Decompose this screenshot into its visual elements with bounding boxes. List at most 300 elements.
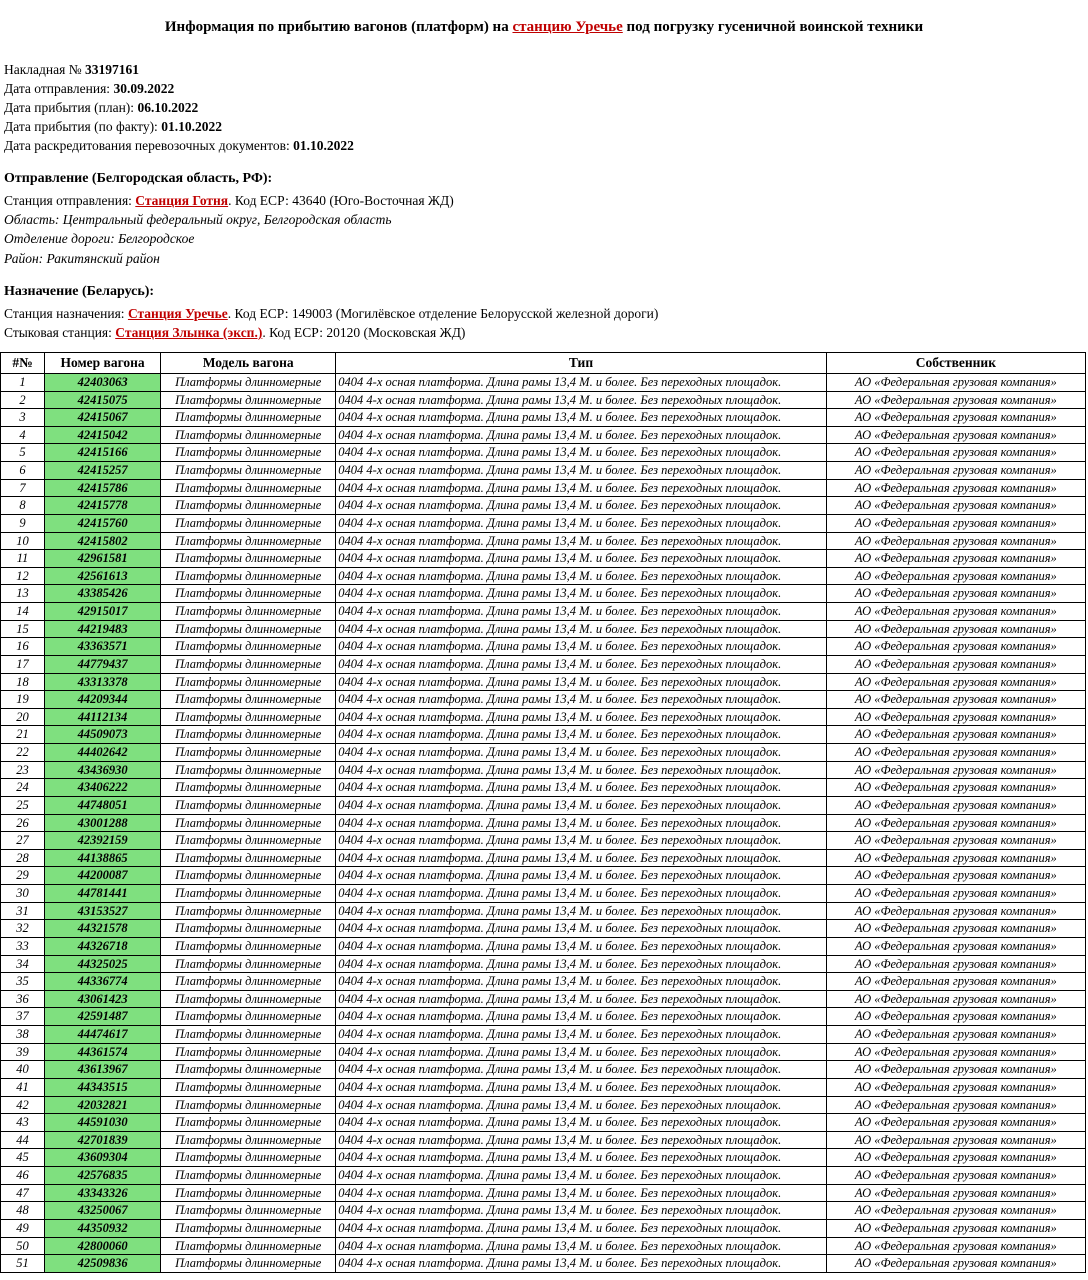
table-row bbox=[1, 373, 1086, 391]
cell-wagon-model: Платформы длинномерные bbox=[161, 550, 336, 568]
wagons-table-body bbox=[1, 373, 1086, 1272]
table-row bbox=[1, 1149, 1086, 1167]
junction-station-link[interactable]: Станция Злынка (эксп.) bbox=[115, 324, 263, 340]
table-row bbox=[1, 550, 1086, 568]
cell-index: 24 bbox=[1, 779, 45, 797]
table-row bbox=[1, 726, 1086, 744]
cell-wagon-type: 0404 4-х осная платформа. Длина рамы 13,4 М. и более. Без переходных площадок. bbox=[336, 620, 826, 638]
cell-owner: АО «Федеральная грузовая компания» bbox=[826, 373, 1085, 391]
cell-owner: АО «Федеральная грузовая компания» bbox=[826, 708, 1085, 726]
table-row bbox=[1, 990, 1086, 1008]
cell-wagon-type: 0404 4-х осная платформа. Длина рамы 13,4 М. и более. Без переходных площадок. bbox=[336, 1167, 826, 1185]
cell-index: 38 bbox=[1, 1026, 45, 1044]
cell-owner: АО «Федеральная грузовая компания» bbox=[826, 462, 1085, 480]
table-row bbox=[1, 585, 1086, 603]
cell-wagon-number: 42915017 bbox=[45, 603, 161, 621]
cell-wagon-model: Платформы длинномерные bbox=[161, 955, 336, 973]
cell-index: 29 bbox=[1, 867, 45, 885]
table-row bbox=[1, 691, 1086, 709]
column-header-owner: Собственник bbox=[826, 352, 1085, 373]
cell-wagon-number: 42701839 bbox=[45, 1131, 161, 1149]
cell-wagon-model: Платформы длинномерные bbox=[161, 409, 336, 427]
column-header-type: Тип bbox=[336, 352, 826, 373]
cell-wagon-model: Платформы длинномерные bbox=[161, 937, 336, 955]
table-row bbox=[1, 462, 1086, 480]
cell-wagon-model: Платформы длинномерные bbox=[161, 849, 336, 867]
table-row bbox=[1, 1026, 1086, 1044]
cell-wagon-number: 44779437 bbox=[45, 655, 161, 673]
cell-owner: АО «Федеральная грузовая компания» bbox=[826, 1219, 1085, 1237]
cell-index: 30 bbox=[1, 885, 45, 903]
invoice-number-value: 33197161 bbox=[84, 61, 139, 77]
cell-owner: АО «Федеральная грузовая компания» bbox=[826, 409, 1085, 427]
cell-wagon-number: 44350932 bbox=[45, 1219, 161, 1237]
cell-wagon-model: Платформы длинномерные bbox=[161, 1219, 336, 1237]
cell-index: 39 bbox=[1, 1043, 45, 1061]
cell-wagon-number: 43363571 bbox=[45, 638, 161, 656]
cell-wagon-number: 42561613 bbox=[45, 567, 161, 585]
table-row bbox=[1, 814, 1086, 832]
table-row bbox=[1, 1043, 1086, 1061]
table-row bbox=[1, 603, 1086, 621]
cell-wagon-model: Платформы длинномерные bbox=[161, 532, 336, 550]
cell-index: 45 bbox=[1, 1149, 45, 1167]
cell-wagon-type: 0404 4-х осная платформа. Длина рамы 13,4 М. и более. Без переходных площадок. bbox=[336, 1149, 826, 1167]
cell-wagon-type: 0404 4-х осная платформа. Длина рамы 13,4 М. и более. Без переходных площадок. bbox=[336, 426, 826, 444]
cell-index: 10 bbox=[1, 532, 45, 550]
cell-owner: АО «Федеральная грузовая компания» bbox=[826, 1131, 1085, 1149]
cell-index: 5 bbox=[1, 444, 45, 462]
cell-index: 12 bbox=[1, 567, 45, 585]
cell-wagon-type: 0404 4-х осная платформа. Длина рамы 13,4 М. и более. Без переходных площадок. bbox=[336, 585, 826, 603]
departure-district-row: Район: Ракитянский район bbox=[4, 250, 160, 266]
cell-index: 20 bbox=[1, 708, 45, 726]
cell-wagon-type: 0404 4-х осная платформа. Длина рамы 13,4 М. и более. Без переходных площадок. bbox=[336, 1026, 826, 1044]
table-row bbox=[1, 1061, 1086, 1079]
cell-owner: АО «Федеральная грузовая компания» bbox=[826, 1008, 1085, 1026]
cell-wagon-model: Платформы длинномерные bbox=[161, 638, 336, 656]
table-row bbox=[1, 1184, 1086, 1202]
cell-wagon-number: 43250067 bbox=[45, 1202, 161, 1220]
cell-wagon-number: 43313378 bbox=[45, 673, 161, 691]
cell-wagon-type: 0404 4-х осная платформа. Длина рамы 13,4 М. и более. Без переходных площадок. bbox=[336, 1219, 826, 1237]
cell-wagon-number: 44200087 bbox=[45, 867, 161, 885]
cell-wagon-model: Платформы длинномерные bbox=[161, 426, 336, 444]
cell-wagon-model: Платформы длинномерные bbox=[161, 444, 336, 462]
cell-index: 27 bbox=[1, 832, 45, 850]
cell-wagon-model: Платформы длинномерные bbox=[161, 373, 336, 391]
departure-branch-row: Отделение дороги: Белгородское bbox=[4, 231, 195, 247]
cell-wagon-type: 0404 4-х осная платформа. Длина рамы 13,4 М. и более. Без переходных площадок. bbox=[336, 655, 826, 673]
cell-owner: АО «Федеральная грузовая компания» bbox=[826, 973, 1085, 991]
cell-wagon-number: 44138865 bbox=[45, 849, 161, 867]
cell-wagon-model: Платформы длинномерные bbox=[161, 1237, 336, 1255]
page-title-after: под погрузку гусеничной воинской техники bbox=[622, 19, 924, 35]
cell-index: 28 bbox=[1, 849, 45, 867]
cell-wagon-type: 0404 4-х осная платформа. Длина рамы 13,4 М. и более. Без переходных площадок. bbox=[336, 796, 826, 814]
cell-wagon-type: 0404 4-х осная платформа. Длина рамы 13,4 М. и более. Без переходных площадок. bbox=[336, 920, 826, 938]
departure-date-row bbox=[4, 79, 1088, 98]
cell-owner: АО «Федеральная грузовая компания» bbox=[826, 849, 1085, 867]
cell-owner: АО «Федеральная грузовая компания» bbox=[826, 955, 1085, 973]
table-row bbox=[1, 426, 1086, 444]
cell-index: 50 bbox=[1, 1237, 45, 1255]
cell-wagon-type: 0404 4-х осная платформа. Длина рамы 13,4 М. и более. Без переходных площадок. bbox=[336, 1131, 826, 1149]
cell-wagon-type: 0404 4-х осная платформа. Длина рамы 13,4 М. и более. Без переходных площадок. bbox=[336, 761, 826, 779]
cell-wagon-number: 44474617 bbox=[45, 1026, 161, 1044]
cell-wagon-number: 43613967 bbox=[45, 1061, 161, 1079]
cell-index: 41 bbox=[1, 1078, 45, 1096]
destination-station-row bbox=[4, 304, 1088, 323]
cell-wagon-type: 0404 4-х осная платформа. Длина рамы 13,4 М. и более. Без переходных площадок. bbox=[336, 867, 826, 885]
table-row bbox=[1, 1078, 1086, 1096]
cell-owner: АО «Федеральная грузовая компания» bbox=[826, 761, 1085, 779]
cell-wagon-type: 0404 4-х осная платформа. Длина рамы 13,4 М. и более. Без переходных площадок. bbox=[336, 814, 826, 832]
cell-wagon-number: 42576835 bbox=[45, 1167, 161, 1185]
cell-index: 21 bbox=[1, 726, 45, 744]
cell-wagon-number: 43406222 bbox=[45, 779, 161, 797]
cell-wagon-type: 0404 4-х осная платформа. Длина рамы 13,4 М. и более. Без переходных площадок. bbox=[336, 832, 826, 850]
departure-region-row: Область: Центральный федеральный округ, Белгородская область bbox=[4, 212, 392, 228]
cell-wagon-number: 44343515 bbox=[45, 1078, 161, 1096]
page-title bbox=[0, 0, 1088, 52]
table-header-row bbox=[1, 352, 1086, 373]
cell-wagon-model: Платформы длинномерные bbox=[161, 603, 336, 621]
cell-wagon-type: 0404 4-х осная платформа. Длина рамы 13,4 М. и более. Без переходных площадок. bbox=[336, 1096, 826, 1114]
cell-index: 8 bbox=[1, 497, 45, 515]
cell-wagon-model: Платформы длинномерные bbox=[161, 479, 336, 497]
cell-owner: АО «Федеральная грузовая компания» bbox=[826, 1149, 1085, 1167]
cell-wagon-model: Платформы длинномерные bbox=[161, 796, 336, 814]
cell-wagon-model: Платформы длинномерные bbox=[161, 885, 336, 903]
cell-wagon-number: 43001288 bbox=[45, 814, 161, 832]
cell-wagon-model: Платформы длинномерные bbox=[161, 1061, 336, 1079]
cell-wagon-number: 42415760 bbox=[45, 514, 161, 532]
departure-station-label: Станция отправления: bbox=[4, 193, 136, 209]
cell-wagon-model: Платформы длинномерные bbox=[161, 1184, 336, 1202]
cell-wagon-number: 44325025 bbox=[45, 955, 161, 973]
cell-wagon-type: 0404 4-х осная платформа. Длина рамы 13,4 М. и более. Без переходных площадок. bbox=[336, 444, 826, 462]
table-row bbox=[1, 849, 1086, 867]
arrival-fact-value: 01.10.2022 bbox=[161, 118, 222, 134]
cell-wagon-model: Платформы длинномерные bbox=[161, 391, 336, 409]
table-row bbox=[1, 779, 1086, 797]
cell-owner: АО «Федеральная грузовая компания» bbox=[826, 1043, 1085, 1061]
cell-wagon-type: 0404 4-х осная платформа. Длина рамы 13,4 М. и более. Без переходных площадок. bbox=[336, 885, 826, 903]
table-row bbox=[1, 937, 1086, 955]
cell-owner: АО «Федеральная грузовая компания» bbox=[826, 514, 1085, 532]
cell-index: 22 bbox=[1, 744, 45, 762]
cell-owner: АО «Федеральная грузовая компания» bbox=[826, 567, 1085, 585]
cell-owner: АО «Федеральная грузовая компания» bbox=[826, 1237, 1085, 1255]
cell-wagon-type: 0404 4-х осная платформа. Длина рамы 13,4 М. и более. Без переходных площадок. bbox=[336, 744, 826, 762]
table-row bbox=[1, 444, 1086, 462]
cell-wagon-number: 42800060 bbox=[45, 1237, 161, 1255]
cell-index: 3 bbox=[1, 409, 45, 427]
invoice-meta-block bbox=[0, 52, 1088, 342]
docs-release-date-row bbox=[4, 136, 1088, 155]
table-row bbox=[1, 497, 1086, 515]
cell-index: 32 bbox=[1, 920, 45, 938]
cell-wagon-type: 0404 4-х осная платформа. Длина рамы 13,4 М. и более. Без переходных площадок. bbox=[336, 1237, 826, 1255]
table-row bbox=[1, 744, 1086, 762]
cell-index: 46 bbox=[1, 1167, 45, 1185]
cell-owner: АО «Федеральная грузовая компания» bbox=[826, 832, 1085, 850]
table-row bbox=[1, 902, 1086, 920]
cell-wagon-type: 0404 4-х осная платформа. Длина рамы 13,4 М. и более. Без переходных площадок. bbox=[336, 1008, 826, 1026]
cell-wagon-number: 42415075 bbox=[45, 391, 161, 409]
cell-wagon-number: 42403063 bbox=[45, 373, 161, 391]
cell-owner: АО «Федеральная грузовая компания» bbox=[826, 479, 1085, 497]
table-row bbox=[1, 1255, 1086, 1273]
cell-wagon-number: 43436930 bbox=[45, 761, 161, 779]
cell-owner: АО «Федеральная грузовая компания» bbox=[826, 655, 1085, 673]
departure-date-value: 30.09.2022 bbox=[113, 80, 175, 96]
destination-station-label: Станция назначения: bbox=[4, 305, 128, 321]
cell-owner: АО «Федеральная грузовая компания» bbox=[826, 779, 1085, 797]
arrival-plan-value: 06.10.2022 bbox=[137, 99, 199, 115]
cell-owner: АО «Федеральная грузовая компания» bbox=[826, 1061, 1085, 1079]
cell-wagon-model: Платформы длинномерные bbox=[161, 1026, 336, 1044]
cell-wagon-type: 0404 4-х осная платформа. Длина рамы 13,4 М. и более. Без переходных площадок. bbox=[336, 990, 826, 1008]
cell-owner: АО «Федеральная грузовая компания» bbox=[826, 1167, 1085, 1185]
column-header-model: Модель вагона bbox=[161, 352, 336, 373]
cell-wagon-model: Платформы длинномерные bbox=[161, 990, 336, 1008]
cell-wagon-number: 42415778 bbox=[45, 497, 161, 515]
junction-station-row bbox=[4, 323, 1088, 342]
table-row bbox=[1, 391, 1086, 409]
cell-index: 36 bbox=[1, 990, 45, 1008]
cell-wagon-number: 44336774 bbox=[45, 973, 161, 991]
cell-wagon-model: Платформы длинномерные bbox=[161, 1008, 336, 1026]
cell-index: 4 bbox=[1, 426, 45, 444]
cell-wagon-number: 44748051 bbox=[45, 796, 161, 814]
table-row bbox=[1, 409, 1086, 427]
cell-wagon-model: Платформы длинномерные bbox=[161, 462, 336, 480]
cell-index: 31 bbox=[1, 902, 45, 920]
wagons-table bbox=[0, 352, 1086, 1273]
cell-index: 40 bbox=[1, 1061, 45, 1079]
cell-wagon-model: Платформы длинномерные bbox=[161, 1096, 336, 1114]
cell-wagon-model: Платформы длинномерные bbox=[161, 497, 336, 515]
cell-wagon-number: 43385426 bbox=[45, 585, 161, 603]
cell-wagon-type: 0404 4-х осная платформа. Длина рамы 13,4 М. и более. Без переходных площадок. bbox=[336, 1043, 826, 1061]
cell-owner: АО «Федеральная грузовая компания» bbox=[826, 1096, 1085, 1114]
cell-wagon-number: 42591487 bbox=[45, 1008, 161, 1026]
cell-index: 33 bbox=[1, 937, 45, 955]
cell-wagon-number: 43061423 bbox=[45, 990, 161, 1008]
cell-owner: АО «Федеральная грузовая компания» bbox=[826, 885, 1085, 903]
destination-section-heading: Назначение (Беларусь): bbox=[4, 283, 155, 299]
cell-wagon-model: Платформы длинномерные bbox=[161, 726, 336, 744]
arrival-fact-row bbox=[4, 117, 1088, 136]
cell-index: 49 bbox=[1, 1219, 45, 1237]
cell-wagon-model: Платформы длинномерные bbox=[161, 867, 336, 885]
cell-owner: АО «Федеральная грузовая компания» bbox=[826, 426, 1085, 444]
cell-owner: АО «Федеральная грузовая компания» bbox=[826, 497, 1085, 515]
table-row bbox=[1, 1114, 1086, 1132]
cell-wagon-number: 44781441 bbox=[45, 885, 161, 903]
cell-wagon-model: Платформы длинномерные bbox=[161, 973, 336, 991]
cell-wagon-type: 0404 4-х осная платформа. Длина рамы 13,4 М. и более. Без переходных площадок. bbox=[336, 779, 826, 797]
table-row bbox=[1, 885, 1086, 903]
table-row bbox=[1, 1096, 1086, 1114]
cell-wagon-type: 0404 4-х осная платформа. Длина рамы 13,4 М. и более. Без переходных площадок. bbox=[336, 638, 826, 656]
table-row bbox=[1, 638, 1086, 656]
cell-index: 44 bbox=[1, 1131, 45, 1149]
cell-wagon-type: 0404 4-х осная платформа. Длина рамы 13,4 М. и более. Без переходных площадок. bbox=[336, 391, 826, 409]
cell-wagon-type: 0404 4-х осная платформа. Длина рамы 13,4 М. и более. Без переходных площадок. bbox=[336, 726, 826, 744]
cell-index: 18 bbox=[1, 673, 45, 691]
cell-wagon-type: 0404 4-х осная платформа. Длина рамы 13,4 М. и более. Без переходных площадок. bbox=[336, 497, 826, 515]
cell-wagon-model: Платформы длинномерные bbox=[161, 920, 336, 938]
cell-index: 11 bbox=[1, 550, 45, 568]
column-header-wagon: Номер вагона bbox=[45, 352, 161, 373]
cell-owner: АО «Федеральная грузовая компания» bbox=[826, 391, 1085, 409]
table-row bbox=[1, 1131, 1086, 1149]
cell-owner: АО «Федеральная грузовая компания» bbox=[826, 726, 1085, 744]
docs-release-date-value: 01.10.2022 bbox=[293, 138, 354, 154]
cell-owner: АО «Федеральная грузовая компания» bbox=[826, 744, 1085, 762]
cell-wagon-model: Платформы длинномерные bbox=[161, 1255, 336, 1273]
table-row bbox=[1, 567, 1086, 585]
cell-owner: АО «Федеральная грузовая компания» bbox=[826, 814, 1085, 832]
cell-index: 9 bbox=[1, 514, 45, 532]
cell-owner: АО «Федеральная грузовая компания» bbox=[826, 937, 1085, 955]
cell-index: 17 bbox=[1, 655, 45, 673]
cell-wagon-number: 42415786 bbox=[45, 479, 161, 497]
table-row bbox=[1, 796, 1086, 814]
cell-index: 23 bbox=[1, 761, 45, 779]
table-row bbox=[1, 620, 1086, 638]
cell-index: 6 bbox=[1, 462, 45, 480]
cell-owner: АО «Федеральная грузовая компания» bbox=[826, 603, 1085, 621]
cell-wagon-type: 0404 4-х осная платформа. Длина рамы 13,4 М. и более. Без переходных площадок. bbox=[336, 1114, 826, 1132]
cell-wagon-number: 44112134 bbox=[45, 708, 161, 726]
cell-owner: АО «Федеральная грузовая компания» bbox=[826, 585, 1085, 603]
cell-wagon-type: 0404 4-х осная платформа. Длина рамы 13,4 М. и более. Без переходных площадок. bbox=[336, 550, 826, 568]
cell-wagon-number: 44321578 bbox=[45, 920, 161, 938]
cell-index: 2 bbox=[1, 391, 45, 409]
cell-wagon-model: Платформы длинномерные bbox=[161, 1149, 336, 1167]
table-row bbox=[1, 832, 1086, 850]
cell-wagon-type: 0404 4-х осная платформа. Длина рамы 13,4 М. и более. Без переходных площадок. bbox=[336, 1184, 826, 1202]
cell-index: 26 bbox=[1, 814, 45, 832]
cell-index: 19 bbox=[1, 691, 45, 709]
cell-wagon-type: 0404 4-х осная платформа. Длина рамы 13,4 М. и более. Без переходных площадок. bbox=[336, 1202, 826, 1220]
arrival-plan-label: Дата прибытия (план): bbox=[4, 99, 138, 115]
table-row bbox=[1, 1167, 1086, 1185]
cell-index: 42 bbox=[1, 1096, 45, 1114]
cell-owner: АО «Федеральная грузовая компания» bbox=[826, 796, 1085, 814]
junction-station-code: . Код ЕСР: 20120 (Московская ЖД) bbox=[262, 324, 466, 340]
cell-owner: АО «Федеральная грузовая компания» bbox=[826, 550, 1085, 568]
cell-wagon-type: 0404 4-х осная платформа. Длина рамы 13,4 М. и более. Без переходных площадок. bbox=[336, 409, 826, 427]
invoice-number-label: Накладная № bbox=[4, 61, 85, 77]
arrival-plan-row bbox=[4, 98, 1088, 117]
cell-wagon-type: 0404 4-х осная платформа. Длина рамы 13,4 М. и более. Без переходных площадок. bbox=[336, 462, 826, 480]
cell-owner: АО «Федеральная грузовая компания» bbox=[826, 1026, 1085, 1044]
table-row bbox=[1, 708, 1086, 726]
cell-wagon-type: 0404 4-х осная платформа. Длина рамы 13,4 М. и более. Без переходных площадок. bbox=[336, 1255, 826, 1273]
table-row bbox=[1, 867, 1086, 885]
cell-wagon-model: Платформы длинномерные bbox=[161, 1131, 336, 1149]
cell-index: 25 bbox=[1, 796, 45, 814]
cell-wagon-number: 44326718 bbox=[45, 937, 161, 955]
cell-wagon-model: Платформы длинномерные bbox=[161, 1114, 336, 1132]
table-row bbox=[1, 514, 1086, 532]
invoice-number-row bbox=[4, 60, 1088, 79]
table-row bbox=[1, 973, 1086, 991]
cell-owner: АО «Федеральная грузовая компания» bbox=[826, 444, 1085, 462]
table-row bbox=[1, 655, 1086, 673]
cell-wagon-type: 0404 4-х осная платформа. Длина рамы 13,4 М. и более. Без переходных площадок. bbox=[336, 567, 826, 585]
cell-wagon-number: 42961581 bbox=[45, 550, 161, 568]
cell-owner: АО «Федеральная грузовая компания» bbox=[826, 920, 1085, 938]
cell-wagon-number: 42415802 bbox=[45, 532, 161, 550]
cell-owner: АО «Федеральная грузовая компания» bbox=[826, 1114, 1085, 1132]
cell-wagon-model: Платформы длинномерные bbox=[161, 1167, 336, 1185]
cell-wagon-number: 43153527 bbox=[45, 902, 161, 920]
cell-wagon-type: 0404 4-х осная платформа. Длина рамы 13,4 М. и более. Без переходных площадок. bbox=[336, 514, 826, 532]
cell-wagon-type: 0404 4-х осная платформа. Длина рамы 13,4 М. и более. Без переходных площадок. bbox=[336, 373, 826, 391]
cell-wagon-model: Платформы длинномерные bbox=[161, 779, 336, 797]
table-row bbox=[1, 920, 1086, 938]
cell-index: 34 bbox=[1, 955, 45, 973]
cell-owner: АО «Федеральная грузовая компания» bbox=[826, 620, 1085, 638]
cell-wagon-number: 43609304 bbox=[45, 1149, 161, 1167]
cell-index: 37 bbox=[1, 1008, 45, 1026]
cell-owner: АО «Федеральная грузовая компания» bbox=[826, 1184, 1085, 1202]
cell-wagon-type: 0404 4-х осная платформа. Длина рамы 13,4 М. и более. Без переходных площадок. bbox=[336, 902, 826, 920]
destination-station-link[interactable]: Станция Уречье bbox=[127, 305, 228, 321]
cell-owner: АО «Федеральная грузовая компания» bbox=[826, 990, 1085, 1008]
cell-wagon-model: Платформы длинномерные bbox=[161, 673, 336, 691]
departure-date-label: Дата отправления: bbox=[4, 80, 114, 96]
table-row bbox=[1, 1202, 1086, 1220]
cell-owner: АО «Федеральная грузовая компания» bbox=[826, 673, 1085, 691]
cell-wagon-number: 44361574 bbox=[45, 1043, 161, 1061]
cell-wagon-model: Платформы длинномерные bbox=[161, 567, 336, 585]
cell-wagon-type: 0404 4-х осная платформа. Длина рамы 13,4 М. и более. Без переходных площадок. bbox=[336, 1061, 826, 1079]
departure-section-heading: Отправление (Белгородская область, РФ): bbox=[4, 171, 273, 187]
departure-station-code: . Код ЕСР: 43640 (Юго-Восточная ЖД) bbox=[228, 193, 454, 209]
cell-wagon-type: 0404 4-х осная платформа. Длина рамы 13,4 М. и более. Без переходных площадок. bbox=[336, 603, 826, 621]
cell-wagon-model: Платформы длинномерные bbox=[161, 655, 336, 673]
cell-wagon-number: 42415067 bbox=[45, 409, 161, 427]
table-row bbox=[1, 532, 1086, 550]
cell-wagon-type: 0404 4-х осная платформа. Длина рамы 13,4 М. и более. Без переходных площадок. bbox=[336, 673, 826, 691]
cell-wagon-model: Платформы длинномерные bbox=[161, 814, 336, 832]
cell-wagon-number: 43343326 bbox=[45, 1184, 161, 1202]
cell-wagon-model: Платформы длинномерные bbox=[161, 691, 336, 709]
cell-wagon-type: 0404 4-х осная платформа. Длина рамы 13,4 М. и более. Без переходных площадок. bbox=[336, 973, 826, 991]
departure-station-link[interactable]: Станция Готня bbox=[135, 193, 229, 209]
cell-wagon-number: 44219483 bbox=[45, 620, 161, 638]
cell-index: 1 bbox=[1, 373, 45, 391]
cell-wagon-number: 44509073 bbox=[45, 726, 161, 744]
cell-index: 35 bbox=[1, 973, 45, 991]
cell-wagon-number: 42415166 bbox=[45, 444, 161, 462]
table-row bbox=[1, 955, 1086, 973]
cell-wagon-type: 0404 4-х осная платформа. Длина рамы 13,4 М. и более. Без переходных площадок. bbox=[336, 1078, 826, 1096]
cell-index: 48 bbox=[1, 1202, 45, 1220]
cell-wagon-number: 42415257 bbox=[45, 462, 161, 480]
cell-wagon-type: 0404 4-х осная платформа. Длина рамы 13,4 М. и более. Без переходных площадок. bbox=[336, 708, 826, 726]
cell-wagon-number: 44591030 bbox=[45, 1114, 161, 1132]
docs-release-date-label: Дата раскредитования перевозочных документов: bbox=[4, 138, 294, 154]
cell-owner: АО «Федеральная грузовая компания» bbox=[826, 638, 1085, 656]
